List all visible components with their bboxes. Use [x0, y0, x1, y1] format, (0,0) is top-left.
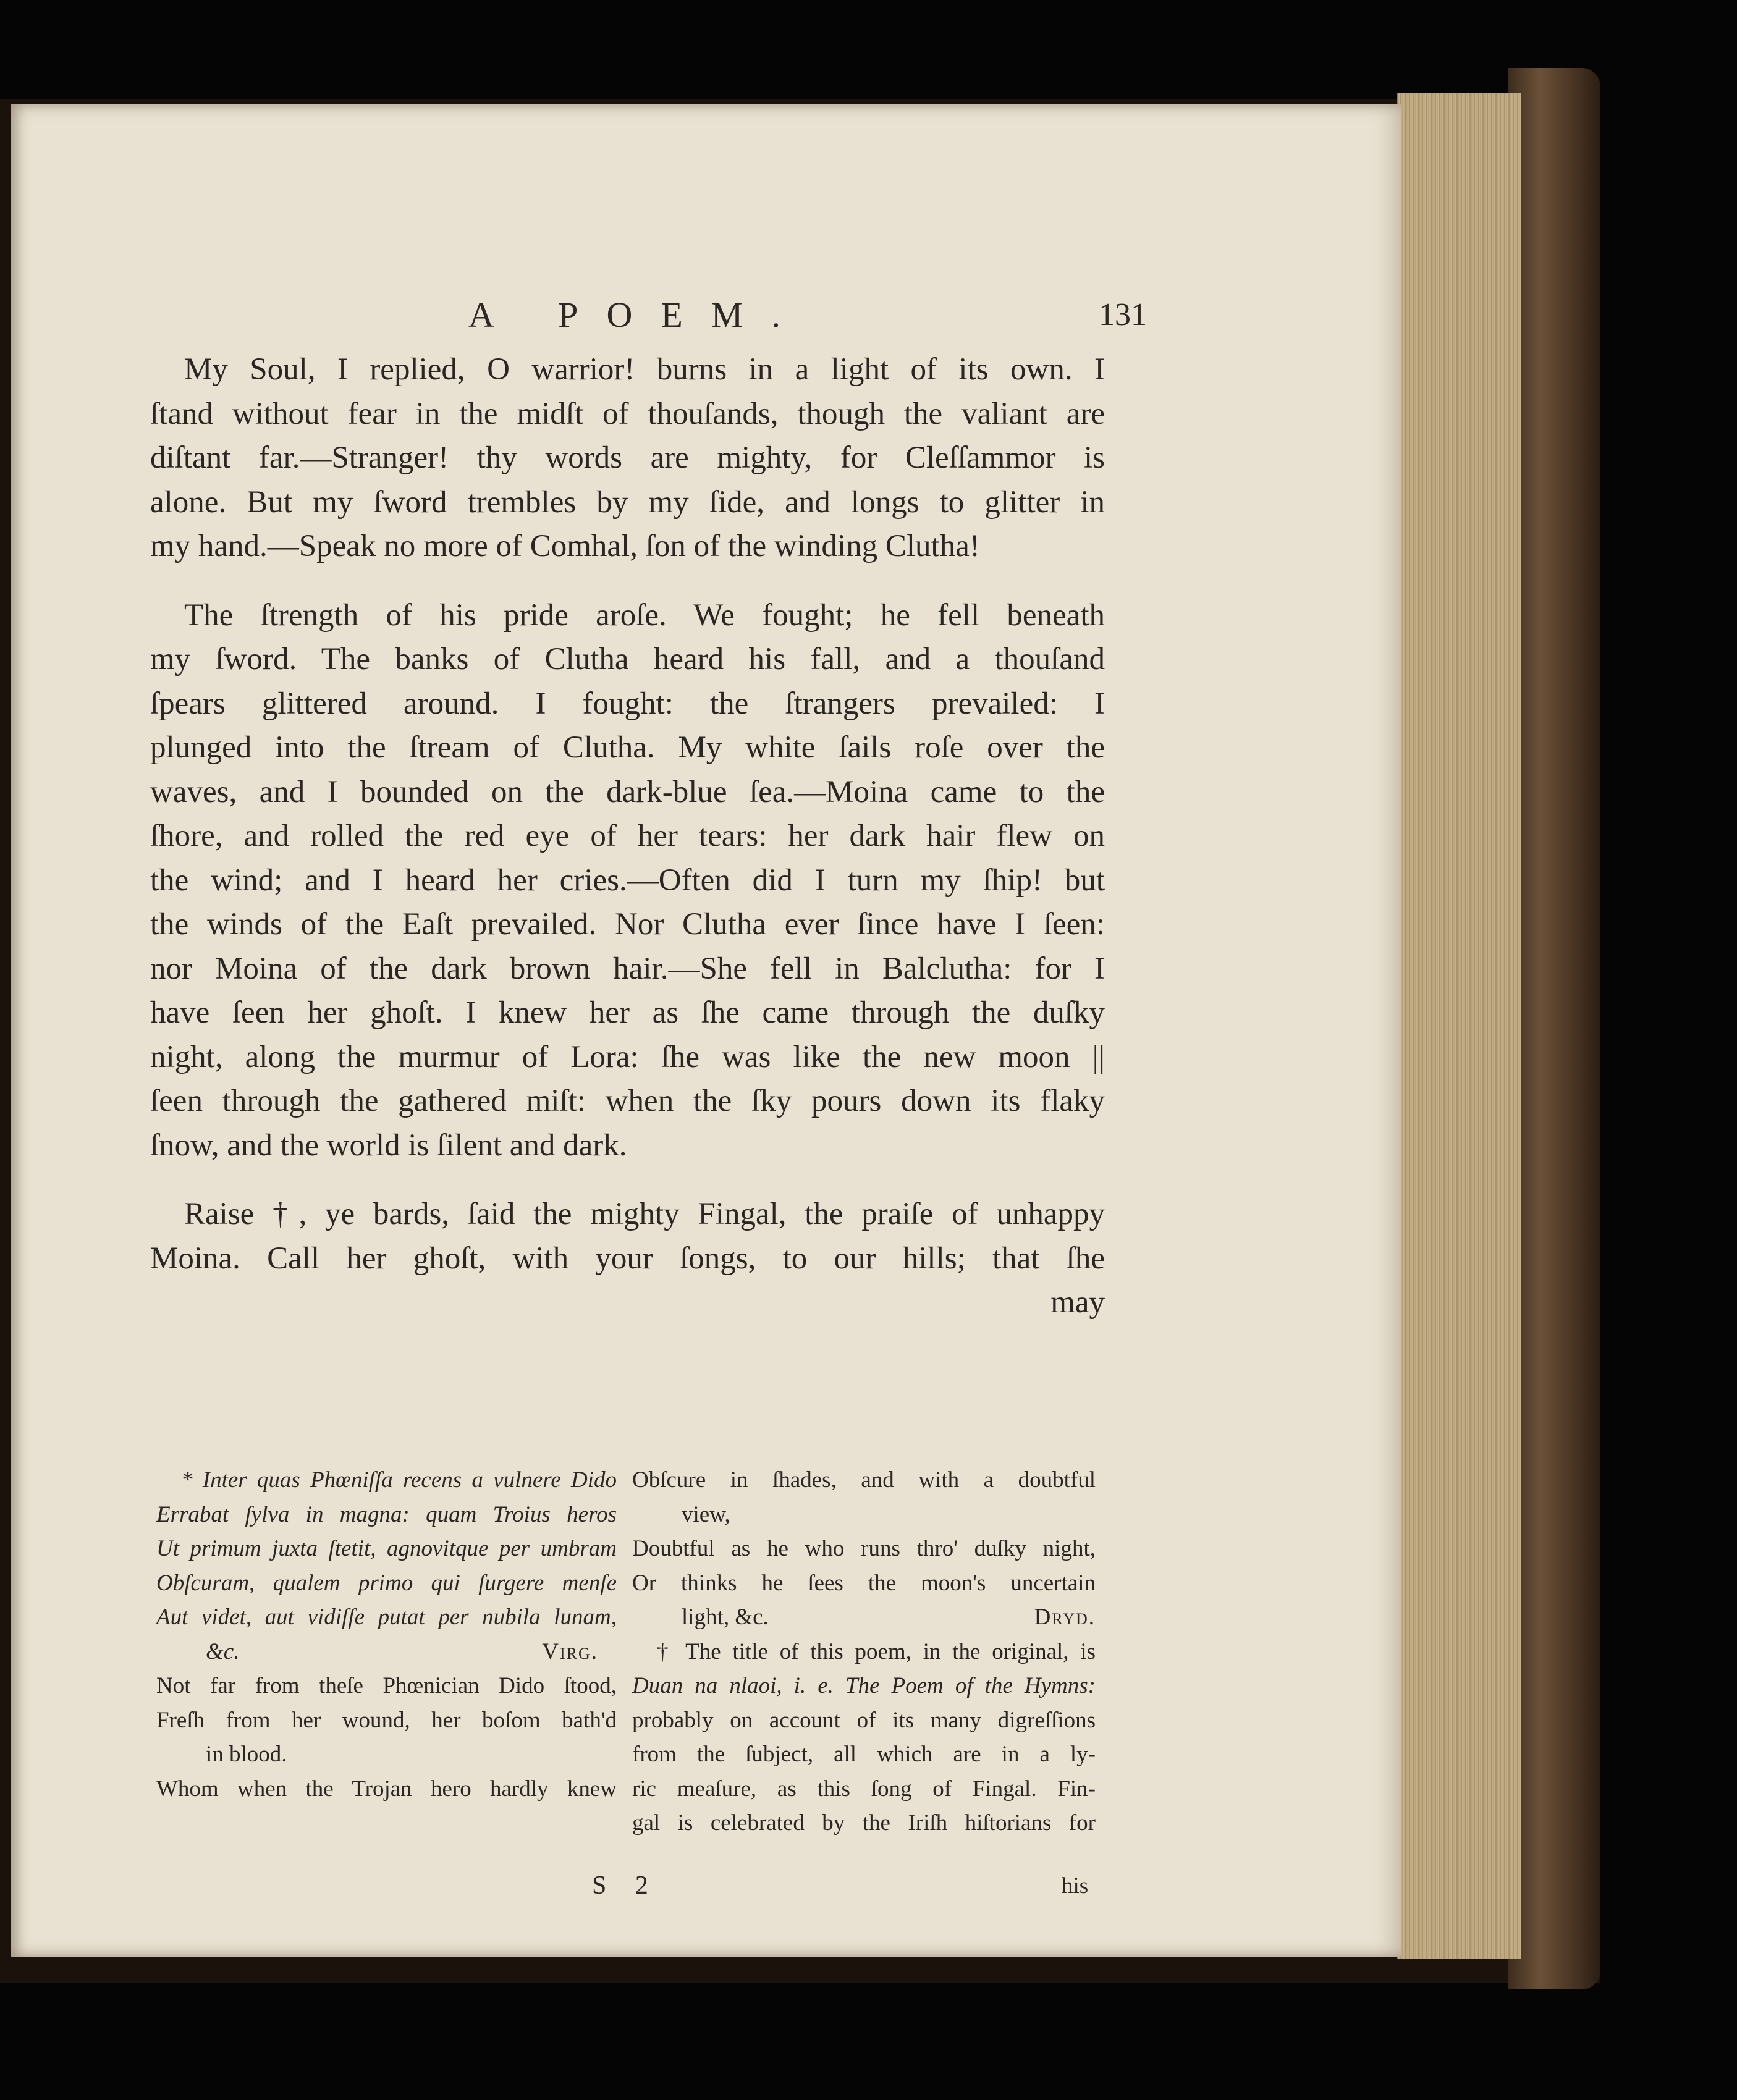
footnote-attribution: Virg.: [542, 1638, 598, 1664]
text-line: My Soul, I replied, O warrior! burns in a light of its own. I: [184, 352, 1105, 387]
main-text: [150, 348, 1105, 1350]
footnote-line: [156, 1635, 617, 1669]
footnote-line: Ut primum juxta ſtetit, agnovitque per umbram: [156, 1536, 617, 1561]
text-line: nor Moina of the dark brown hair.—She fell in Balclutha: for I: [150, 951, 1105, 986]
text-line: have ſeen her ghoſt. I knew her as ſhe came through the duſky: [150, 995, 1105, 1030]
footnote-line: * Inter quas Phœniſſa recens a vulnere Dido: [181, 1467, 617, 1493]
text-line: night, along the murmur of Lora: ſhe was like the new moon ||: [150, 1039, 1105, 1074]
text-line: plunged into the ſtream of Clutha. My white ſails roſe over the: [150, 730, 1105, 765]
footnote-line: ric meaſure, as this ſong of Fingal. Fin-: [632, 1776, 1096, 1802]
text-line: Moina. Call her ghoſt, with your ſongs, to our hills; that ſhe: [150, 1241, 1105, 1276]
footnote-etc: light, &c.: [682, 1605, 769, 1630]
paragraph-2: [150, 594, 1105, 1168]
paragraph-1: [150, 348, 1105, 569]
footnote-line: Errabat ſylva in magna: quam Troius heros: [156, 1501, 617, 1527]
footnote-line: † The title of this poem, in the original, is: [657, 1638, 1096, 1664]
footnote-line: [632, 1600, 1096, 1635]
text-line: The ſtrength of his pride aroſe. We fought; he fell beneath: [184, 597, 1105, 633]
page-number: 131: [1099, 297, 1147, 332]
text-line: diſtant far.—Stranger! thy words are mighty, for Cleſſammor is: [150, 441, 1105, 475]
footnote-etc: &c.: [206, 1638, 240, 1664]
footnote-line: Not far from theſe Phœnician Dido ſtood,: [156, 1673, 617, 1698]
footnote-line: view,: [682, 1501, 730, 1527]
footnote-line: Obſcure in ſhades, and with a doubtful: [632, 1467, 1096, 1493]
page-header: [11, 294, 1401, 344]
book-page: [11, 104, 1401, 1957]
text-line: ſhore, and rolled the red eye of her tears: her dark hair flew on: [150, 819, 1105, 853]
footnote-line: Aut videt, aut vidiſſe putat per nubila lunam,: [156, 1605, 617, 1630]
catchword: may: [1050, 1285, 1105, 1320]
footnote-line: from the ſubject, all which are in a ly-: [632, 1742, 1096, 1767]
text-line: ſeen through the gathered miſt: when the ſky pours down its flaky: [150, 1084, 1105, 1118]
page-fore-edge: [1397, 93, 1521, 1959]
leather-binding: [1508, 68, 1600, 1989]
text-line: alone. But my ſword trembles by my ſide, and longs to glitter in: [150, 484, 1105, 520]
text-line: my hand.—Speak no more of Comhal, ſon of the winding Clutha!: [150, 529, 980, 563]
footnote-line: Or thinks he ſees the moon's uncertain: [632, 1570, 1096, 1596]
footnote-line: Freſh from her wound, her boſom bath'd: [156, 1707, 617, 1733]
footnote-line: Duan na nlaoi, i. e. The Poem of the Hymns:: [632, 1673, 1096, 1698]
footnote-line: Obſcuram, qualem primo qui ſurgere menſe: [156, 1570, 617, 1596]
text-line: ſnow, and the world is ſilent and dark.: [150, 1128, 627, 1163]
footnote-catchword: his: [1062, 1873, 1089, 1899]
footnote-attribution: Dryd.: [1034, 1605, 1096, 1630]
footnote-line: Doubtful as he who runs thro' duſky night,: [632, 1536, 1096, 1561]
text-line: my ſword. The banks of Clutha heard his fall, and a thouſand: [150, 642, 1105, 677]
text-line: ſtand without fear in the midſt of thouſands, though the valiant are: [150, 396, 1105, 431]
footnote-line: Whom when the Trojan hero hardly knew: [156, 1776, 617, 1802]
paragraph-3: [150, 1192, 1105, 1325]
text-line: the winds of the Eaſt prevailed. Nor Clutha ever ſince have I ſeen:: [150, 907, 1105, 942]
footnotes-right-column: [632, 1463, 1096, 1841]
footnote-line: in blood.: [206, 1742, 287, 1767]
text-line: the wind; and I heard her cries.—Often did I turn my ſhip! but: [150, 862, 1105, 898]
text-line: ſpears glittered around. I fought: the ſtrangers prevailed: I: [150, 686, 1105, 721]
text-line: waves, and I bounded on the dark-blue ſea.—Moina came to the: [150, 774, 1105, 809]
footnote-line: probably on account of its many digreſſions: [632, 1707, 1096, 1733]
text-line: Raise †, ye bards, ſaid the mighty Fingal, the praiſe of unhappy: [184, 1197, 1105, 1231]
footnotes-left-column: [156, 1463, 617, 1806]
signature-mark: S 2: [592, 1871, 659, 1900]
running-head: A POEM.: [468, 295, 809, 335]
footnote-line: gal is celebrated by the Iriſh hiſtorians for: [632, 1810, 1096, 1836]
